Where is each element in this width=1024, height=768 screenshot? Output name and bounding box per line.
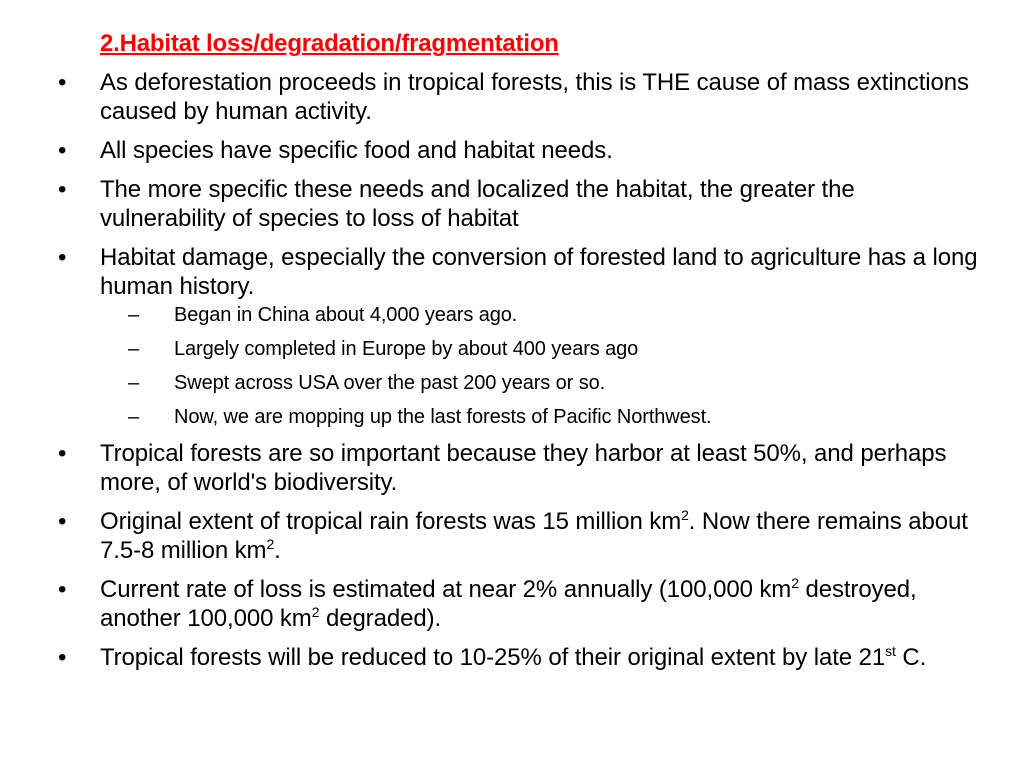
sub-bullet-list [100, 303, 978, 429]
slide-heading: 2.Habitat loss/degradation/fragmentation [100, 30, 559, 57]
bullet-item-8 [58, 643, 978, 672]
bullet-text: Tropical forests are so important because they harbor at least 50%, and perhaps more, of world's biodiversity. [100, 440, 947, 496]
bullet-text [100, 644, 926, 671]
bullet-text-part: Original extent of tropical rain forests was 15 million km [100, 508, 682, 535]
bullet-text: All species have specific food and habitat needs. [100, 137, 613, 164]
bullet-item-5 [58, 439, 978, 497]
bullet-list [58, 68, 978, 682]
bullet-text: Habitat damage, especially the conversion of forested land to agriculture has a long human history. [100, 244, 978, 300]
bullet-text-part: . Now there remains about 7.5-8 million km [100, 508, 968, 564]
bullet-marker: • [58, 137, 67, 164]
bullet-item-3 [58, 175, 978, 233]
bullet-item-7 [58, 575, 978, 633]
superscript: 2 [791, 575, 799, 591]
dash-marker: – [128, 406, 140, 428]
bullet-text-part: . [274, 537, 281, 564]
bullet-marker: • [58, 69, 67, 96]
bullet-text-part: Tropical forests will be reduced to 10-25% of their original extent by late 21 [100, 644, 886, 671]
sub-bullet-item [128, 371, 978, 395]
bullet-item-4 [58, 243, 978, 429]
bullet-item-2 [58, 136, 978, 165]
sub-bullet-item [128, 337, 978, 361]
bullet-marker: • [58, 440, 67, 467]
bullet-text-part: destroyed, another 100,000 km [100, 576, 917, 632]
bullet-marker: • [58, 244, 67, 271]
superscript: 2 [266, 536, 275, 552]
bullet-marker: • [58, 176, 67, 203]
bullet-text [100, 508, 968, 564]
dash-marker: – [128, 372, 140, 394]
bullet-item-1 [58, 68, 978, 126]
sub-bullet-text: Largely completed in Europe by about 400 years ago [174, 338, 639, 360]
superscript: 2 [311, 604, 320, 620]
bullet-text-part: degraded). [319, 605, 442, 632]
sub-bullet-text: Now, we are mopping up the last forests of Pacific Northwest. [174, 406, 712, 428]
sub-bullet-text: Swept across USA over the past 200 years or so. [174, 372, 606, 394]
dash-marker: – [128, 304, 140, 326]
bullet-text-part: C. [895, 644, 927, 671]
bullet-marker: • [58, 508, 67, 535]
bullet-marker: • [58, 644, 67, 671]
bullet-item-6 [58, 507, 978, 565]
bullet-text: As deforestation proceeds in tropical forests, this is THE cause of mass extinctions caused by human activity. [100, 69, 969, 125]
bullet-text: The more specific these needs and localized the habitat, the greater the vulnerability of species to loss of habitat [100, 176, 855, 232]
bullet-text-part: Current rate of loss is estimated at near 2% annually (100,000 km [100, 576, 792, 603]
bullet-marker: • [58, 576, 67, 603]
superscript: st [885, 643, 896, 659]
bullet-text [100, 576, 917, 632]
superscript: 2 [681, 507, 689, 523]
sub-bullet-item [128, 303, 978, 327]
dash-marker: – [128, 338, 140, 360]
sub-bullet-text: Began in China about 4,000 years ago. [174, 304, 518, 326]
sub-bullet-item [128, 405, 978, 429]
